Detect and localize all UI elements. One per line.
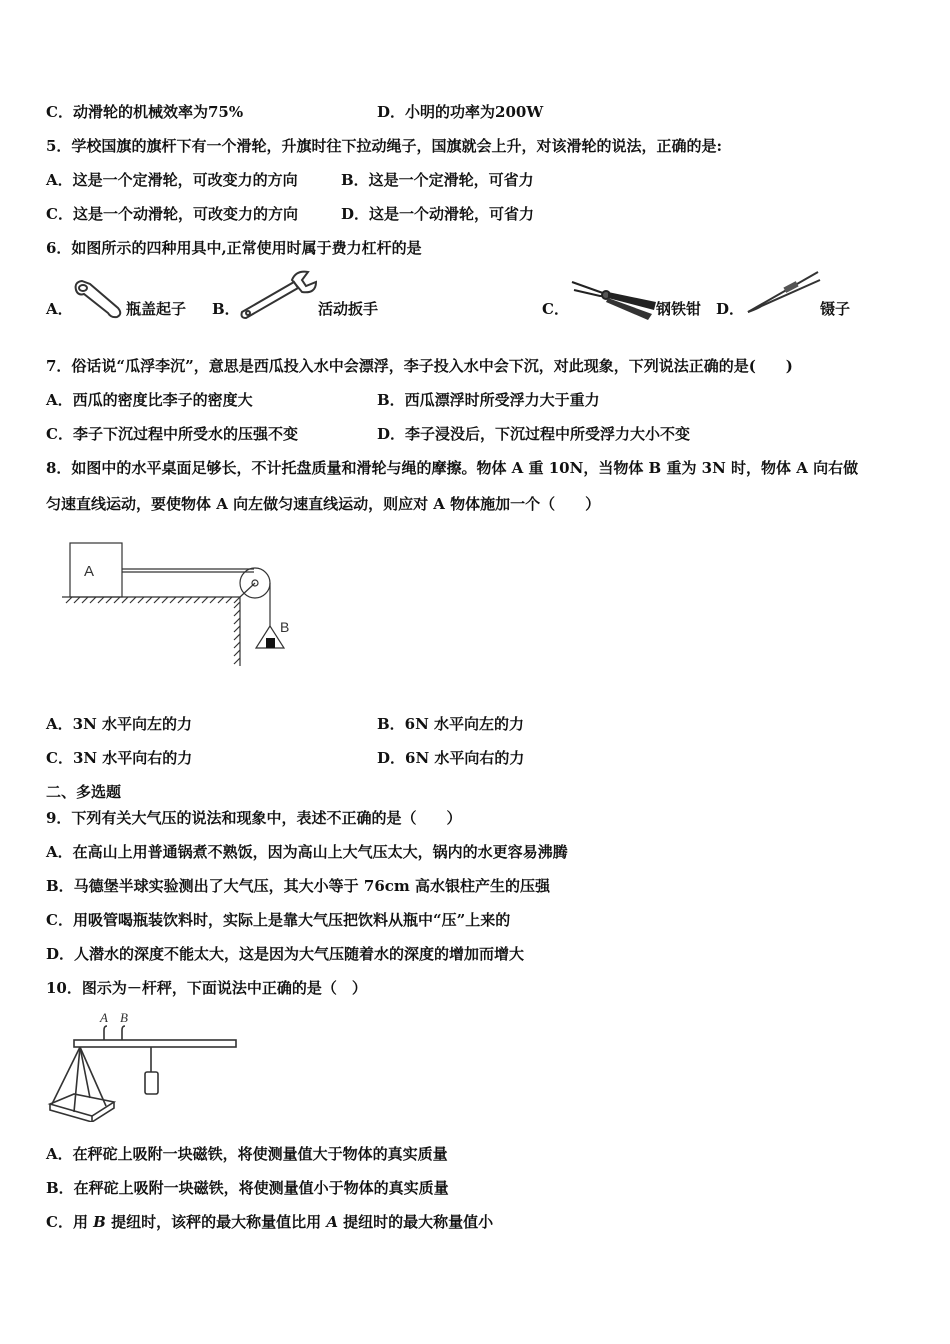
q6-stem: 6．如图所示的四种用具中,正常使用时属于费力杠杆的是: [46, 239, 422, 257]
q6-tool-c: 钢铁钳: [656, 300, 702, 318]
steelyard-diagram: [44, 1006, 244, 1122]
q7-option-c: C．李子下沉过程中所受水的压强不变: [46, 425, 298, 443]
q10-option-a: A．在秤砣上吸附一块磁铁，将使测量值大于物体的真实质量: [46, 1145, 448, 1163]
tweezers-figure: [744, 268, 824, 318]
q5-option-a: A．这是一个定滑轮，可改变力的方向: [46, 171, 298, 189]
wrench-figure: [236, 268, 320, 320]
q5-option-c: C．这是一个动滑轮，可改变力的方向: [46, 205, 298, 223]
q7-option-d: D．李子浸没后，下沉过程中所受浮力大小不变: [377, 425, 691, 443]
q10-option-c: [46, 1212, 493, 1232]
q7-option-a: A．西瓜的密度比李子的密度大: [46, 391, 253, 409]
pliers-figure: [570, 272, 658, 320]
q10-option-c-part1: C．用: [46, 1213, 94, 1231]
q4-option-d: D．小明的功率为200W: [377, 103, 544, 121]
q7-stem: 7．俗话说“瓜浮李沉”，意思是西瓜投入水中会漂浮，李子投入水中会下沉，对此现象，下列说法正确的是( ): [46, 357, 793, 375]
q8-pulley-diagram: [58, 538, 308, 673]
q6-option-a-label: A．: [46, 300, 73, 318]
q10-option-b: B．在秤砣上吸附一块磁铁，将使测量值小于物体的真实质量: [46, 1179, 449, 1197]
q5-stem: 5．学校国旗的旗杆下有一个滑轮，升旗时往下拉动绳子，国旗就会上升，对该滑轮的说法，正确的是:: [46, 137, 722, 155]
q8-stem-line2: 匀速直线运动，要使物体 A 向左做匀速直线运动，则应对 A 物体施加一个（ ）: [46, 495, 601, 513]
q9-option-d: D．人潜水的深度不能太大，这是因为大气压随着水的深度的增加而增大: [46, 945, 525, 963]
q9-option-c: C．用吸管喝瓶装饮料时，实际上是靠大气压把饮料从瓶中“压”上来的: [46, 911, 511, 929]
q6-option-d-label: D．: [716, 300, 745, 318]
q8-label-a: A: [84, 563, 95, 580]
q6-tool-d: 镊子: [820, 300, 851, 318]
q10-option-c-a: A: [326, 1213, 338, 1231]
q5-option-d: D．这是一个动滑轮，可省力: [341, 205, 535, 223]
q6-option-b-label: B．: [212, 300, 240, 318]
q9-option-a: A．在高山上用普通锅煮不熟饭，因为高山上大气压太大，锅内的水更容易沸腾: [46, 843, 568, 861]
q6-option-c-label: C．: [542, 300, 569, 318]
q10-label-b: B: [120, 1010, 128, 1025]
q10-option-c-b: B: [93, 1213, 106, 1231]
q8-option-b: B．6N 水平向左的力: [377, 715, 525, 733]
q10-stem: 10．图示为－杆秤，下面说法中正确的是（ ）: [46, 979, 367, 997]
q5-option-b: B．这是一个定滑轮，可省力: [341, 171, 534, 189]
q8-option-c: C．3N 水平向右的力: [46, 749, 193, 767]
q8-stem-line1: 8．如图中的水平桌面足够长，不计托盘质量和滑轮与绳的摩擦。物体 A 重 10N，当物体 B 重为 3N 时，物体 A 向右做: [46, 459, 859, 477]
q10-label-a: A: [100, 1010, 108, 1025]
q8-option-d: D．6N 水平向右的力: [377, 749, 525, 767]
q8-label-b: B: [280, 619, 290, 635]
q9-stem: 9．下列有关大气压的说法和现象中，表述不正确的是（ ）: [46, 809, 462, 827]
q8-option-a: A．3N 水平向左的力: [46, 715, 193, 733]
q6-tool-b: 活动扳手: [318, 300, 379, 318]
bottle-opener-figure: [70, 278, 126, 320]
q6-tool-a: 瓶盖起子: [126, 300, 187, 318]
q4-option-c: C．动滑轮的机械效率为75%: [46, 103, 244, 121]
q7-option-b: B．西瓜漂浮时所受浮力大于重力: [377, 391, 600, 409]
q10-option-c-part3: 提纽时的最大称量值小: [337, 1213, 494, 1231]
section-heading-multiple-choice: 二、多选题: [46, 783, 122, 801]
q9-option-b: B．马德堡半球实验测出了大气压，其大小等于 76cm 高水银柱产生的压强: [46, 877, 551, 895]
q10-option-c-part2: 提纽时，该秤的最大称量值比用: [105, 1213, 327, 1231]
